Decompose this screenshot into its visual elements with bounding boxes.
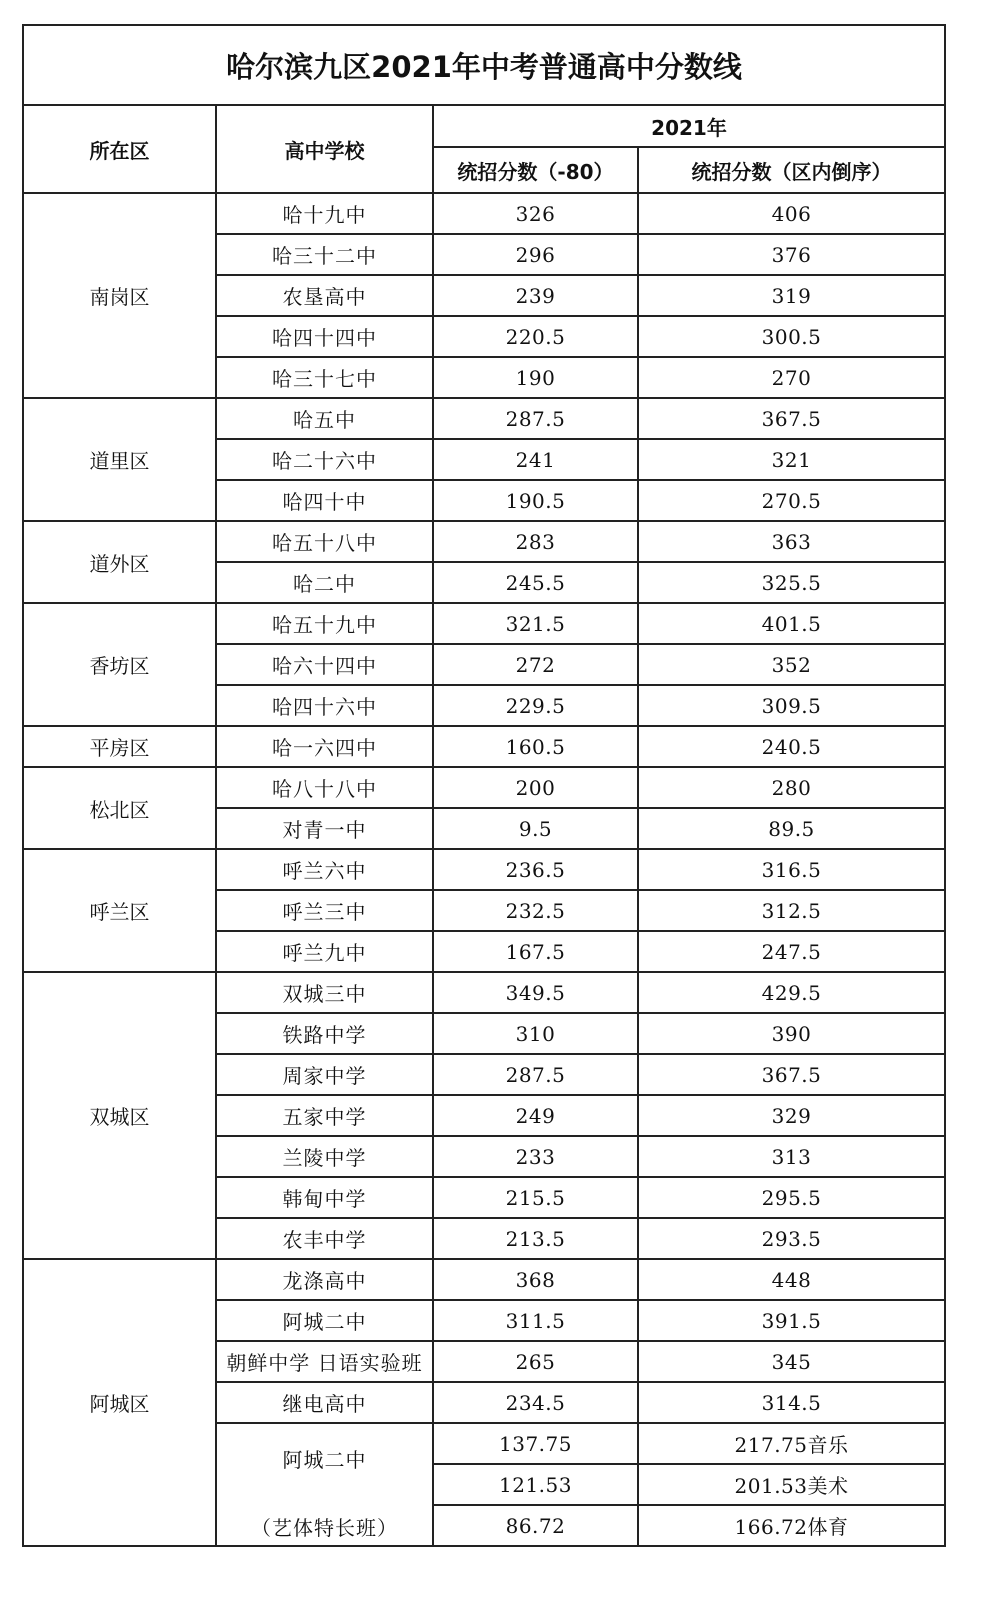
score-reverse-cell: 448 — [638, 1259, 945, 1300]
school-cell: 兰陵中学 — [216, 1136, 433, 1177]
score-minus80-cell: 233 — [433, 1136, 638, 1177]
score-reverse-cell: 321 — [638, 439, 945, 480]
school-cell: 哈一六四中 — [216, 726, 433, 767]
score-reverse-cell: 367.5 — [638, 1054, 945, 1095]
school-cell: 铁路中学 — [216, 1013, 433, 1054]
header-score-minus80: 统招分数（-80） — [433, 147, 638, 193]
score-reverse-cell: 363 — [638, 521, 945, 562]
score-sheet — [22, 24, 946, 1547]
score-minus80-cell: 215.5 — [433, 1177, 638, 1218]
table-row — [23, 521, 945, 562]
school-cell: 阿城二中 — [216, 1300, 433, 1341]
school-cell: 对青一中 — [216, 808, 433, 849]
district-cell: 香坊区 — [23, 603, 216, 726]
title-row — [23, 25, 945, 105]
district-cell: 道里区 — [23, 398, 216, 521]
score-minus80-cell: 137.75 — [433, 1423, 638, 1464]
score-reverse-cell: 376 — [638, 234, 945, 275]
score-minus80-cell: 283 — [433, 521, 638, 562]
score-minus80-cell: 272 — [433, 644, 638, 685]
score-minus80-cell: 229.5 — [433, 685, 638, 726]
header-score-reverse: 统招分数（区内倒序） — [638, 147, 945, 193]
score-reverse-cell: 314.5 — [638, 1382, 945, 1423]
header-year: 2021年 — [433, 105, 945, 147]
school-cell: 哈四十六中 — [216, 685, 433, 726]
score-reverse-cell: 280 — [638, 767, 945, 808]
score-minus80-cell: 241 — [433, 439, 638, 480]
school-cell: 双城三中 — [216, 972, 433, 1013]
score-minus80-cell: 167.5 — [433, 931, 638, 972]
score-minus80-cell: 121.53 — [433, 1464, 638, 1505]
school-cell: 哈五十九中 — [216, 603, 433, 644]
school-cell: 哈五十八中 — [216, 521, 433, 562]
score-minus80-cell: 326 — [433, 193, 638, 234]
table-row — [23, 398, 945, 439]
score-reverse-cell: 325.5 — [638, 562, 945, 603]
score-minus80-cell: 236.5 — [433, 849, 638, 890]
district-cell: 呼兰区 — [23, 849, 216, 972]
score-minus80-cell: 321.5 — [433, 603, 638, 644]
score-minus80-cell: 190.5 — [433, 480, 638, 521]
score-minus80-cell: 220.5 — [433, 316, 638, 357]
score-minus80-cell: 86.72 — [433, 1505, 638, 1546]
header-district: 所在区 — [23, 105, 216, 193]
score-table — [22, 24, 946, 1547]
score-reverse-cell: 201.53美术 — [638, 1464, 945, 1505]
score-reverse-cell: 247.5 — [638, 931, 945, 972]
school-cell: 龙涤高中 — [216, 1259, 433, 1300]
score-minus80-cell: 200 — [433, 767, 638, 808]
table-row — [23, 972, 945, 1013]
school-cell: 哈八十八中 — [216, 767, 433, 808]
score-reverse-cell: 300.5 — [638, 316, 945, 357]
school-cell: 呼兰三中 — [216, 890, 433, 931]
district-cell: 松北区 — [23, 767, 216, 849]
score-minus80-cell: 368 — [433, 1259, 638, 1300]
district-cell: 南岗区 — [23, 193, 216, 398]
school-cell: 呼兰九中 — [216, 931, 433, 972]
score-reverse-cell: 89.5 — [638, 808, 945, 849]
score-minus80-cell: 160.5 — [433, 726, 638, 767]
score-minus80-cell: 310 — [433, 1013, 638, 1054]
header-school: 高中学校 — [216, 105, 433, 193]
score-minus80-cell: 232.5 — [433, 890, 638, 931]
district-cell: 道外区 — [23, 521, 216, 603]
score-reverse-cell: 240.5 — [638, 726, 945, 767]
school-cell: 哈三十七中 — [216, 357, 433, 398]
score-reverse-cell: 316.5 — [638, 849, 945, 890]
score-reverse-cell: 313 — [638, 1136, 945, 1177]
score-minus80-cell: 311.5 — [433, 1300, 638, 1341]
score-reverse-cell: 429.5 — [638, 972, 945, 1013]
table-row — [23, 767, 945, 808]
score-minus80-cell: 287.5 — [433, 398, 638, 439]
school-cell: 哈十九中 — [216, 193, 433, 234]
school-cell: 哈二中 — [216, 562, 433, 603]
table-row — [23, 603, 945, 644]
school-cell: 哈三十二中 — [216, 234, 433, 275]
school-note: （艺体特长班） — [251, 1516, 398, 1540]
score-minus80-cell: 349.5 — [433, 972, 638, 1013]
score-reverse-cell: 217.75音乐 — [638, 1423, 945, 1464]
score-reverse-cell: 293.5 — [638, 1218, 945, 1259]
score-minus80-cell: 265 — [433, 1341, 638, 1382]
district-cell: 双城区 — [23, 972, 216, 1259]
district-cell: 平房区 — [23, 726, 216, 767]
table-row — [23, 1259, 945, 1300]
table-row — [23, 726, 945, 767]
score-reverse-cell: 406 — [638, 193, 945, 234]
school-name: 阿城二中 — [282, 1448, 367, 1472]
table-title: 哈尔滨九区2021年中考普通高中分数线 — [23, 25, 945, 105]
score-minus80-cell: 213.5 — [433, 1218, 638, 1259]
score-reverse-cell: 166.72体育 — [638, 1505, 945, 1546]
school-cell: 农丰中学 — [216, 1218, 433, 1259]
score-reverse-cell: 401.5 — [638, 603, 945, 644]
table-row — [23, 849, 945, 890]
score-minus80-cell: 249 — [433, 1095, 638, 1136]
score-reverse-cell: 329 — [638, 1095, 945, 1136]
school-cell: 农垦高中 — [216, 275, 433, 316]
score-minus80-cell: 296 — [433, 234, 638, 275]
school-cell: 哈四十中 — [216, 480, 433, 521]
score-minus80-cell: 239 — [433, 275, 638, 316]
score-reverse-cell: 309.5 — [638, 685, 945, 726]
school-cell: 哈六十四中 — [216, 644, 433, 685]
score-reverse-cell: 312.5 — [638, 890, 945, 931]
score-minus80-cell: 287.5 — [433, 1054, 638, 1095]
score-reverse-cell: 352 — [638, 644, 945, 685]
school-cell: 哈五中 — [216, 398, 433, 439]
school-cell: 五家中学 — [216, 1095, 433, 1136]
table-row — [23, 193, 945, 234]
school-cell: 哈四十四中 — [216, 316, 433, 357]
score-reverse-cell: 391.5 — [638, 1300, 945, 1341]
score-reverse-cell: 390 — [638, 1013, 945, 1054]
school-cell — [216, 1423, 433, 1546]
score-minus80-cell: 190 — [433, 357, 638, 398]
score-reverse-cell: 319 — [638, 275, 945, 316]
school-cell: 朝鲜中学 日语实验班 — [216, 1341, 433, 1382]
score-reverse-cell: 295.5 — [638, 1177, 945, 1218]
district-cell: 阿城区 — [23, 1259, 216, 1546]
table-body — [23, 193, 945, 1546]
header-row — [23, 105, 945, 147]
school-cell: 韩甸中学 — [216, 1177, 433, 1218]
score-reverse-cell: 345 — [638, 1341, 945, 1382]
score-reverse-cell: 270.5 — [638, 480, 945, 521]
school-cell: 继电高中 — [216, 1382, 433, 1423]
score-minus80-cell: 245.5 — [433, 562, 638, 603]
score-minus80-cell: 234.5 — [433, 1382, 638, 1423]
score-reverse-cell: 270 — [638, 357, 945, 398]
school-cell: 哈二十六中 — [216, 439, 433, 480]
school-cell: 呼兰六中 — [216, 849, 433, 890]
school-cell: 周家中学 — [216, 1054, 433, 1095]
score-reverse-cell: 367.5 — [638, 398, 945, 439]
score-minus80-cell: 9.5 — [433, 808, 638, 849]
